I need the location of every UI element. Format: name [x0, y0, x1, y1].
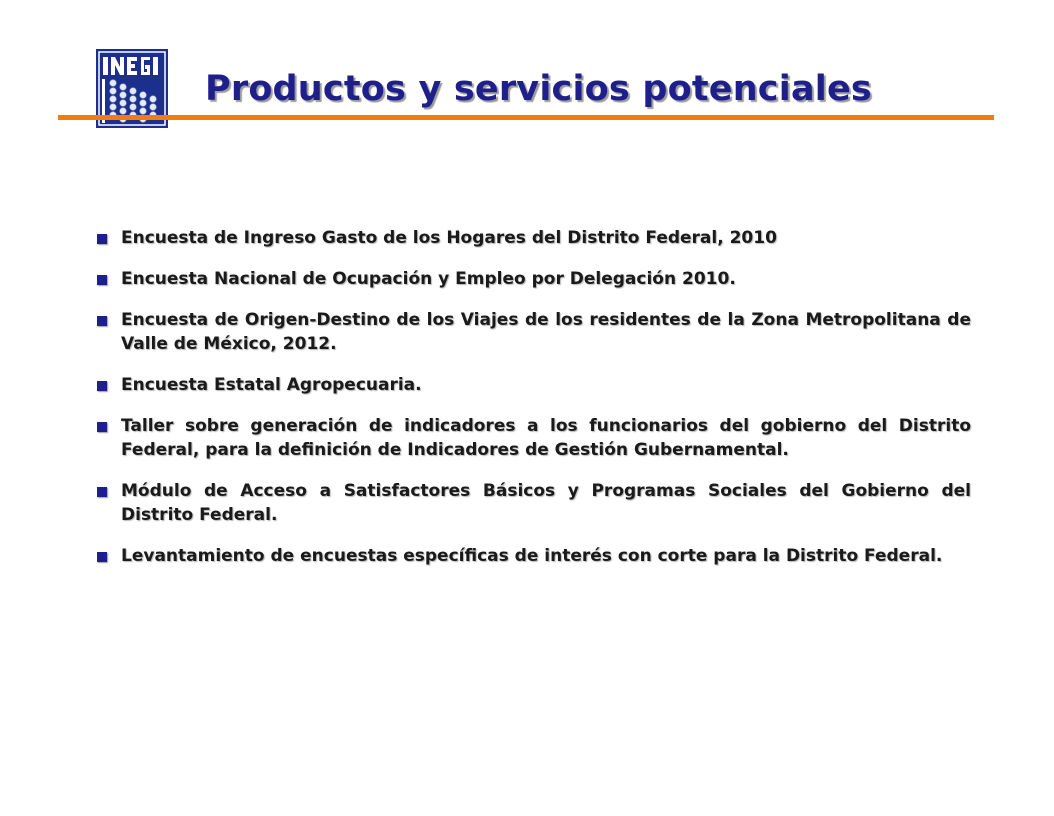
square-bullet-icon [97, 552, 107, 562]
list-item-text: Encuesta de Origen-Destino de los Viajes de los residentes de la Zona Metropolitana de Valle de México, 2012. [121, 310, 971, 354]
square-bullet-icon [97, 381, 107, 391]
list-item [95, 373, 971, 397]
bullet-list [95, 226, 971, 585]
square-bullet-icon [97, 234, 107, 244]
list-item [95, 267, 971, 291]
list-item [95, 226, 971, 250]
square-bullet-icon [97, 275, 107, 285]
list-item-text: Encuesta Nacional de Ocupación y Empleo por Delegación 2010. [121, 269, 736, 289]
square-bullet-icon [97, 422, 107, 432]
list-item [95, 308, 971, 356]
square-bullet-icon [97, 316, 107, 326]
list-item-text: Levantamiento de encuestas específicas de interés con corte para la Distrito Federal. [121, 546, 943, 566]
list-item-text: Encuesta Estatal Agropecuaria. [121, 375, 422, 395]
slide-title: Productos y servicios potenciales [205, 69, 872, 109]
title-underline [58, 115, 994, 120]
list-item [95, 414, 971, 462]
list-item-text: Encuesta de Ingreso Gasto de los Hogares del Distrito Federal, 2010 [121, 228, 777, 248]
list-item [95, 479, 971, 527]
list-item-text: Módulo de Acceso a Satisfactores Básicos y Programas Sociales del Gobierno del Distrito Federal. [121, 481, 971, 525]
list-item-text: Taller sobre generación de indicadores a los funcionarios del gobierno del Distrito Federal, para la definición de Indicadores de Gestión Gubernamental. [121, 416, 971, 460]
square-bullet-icon [97, 487, 107, 497]
list-item [95, 544, 971, 568]
